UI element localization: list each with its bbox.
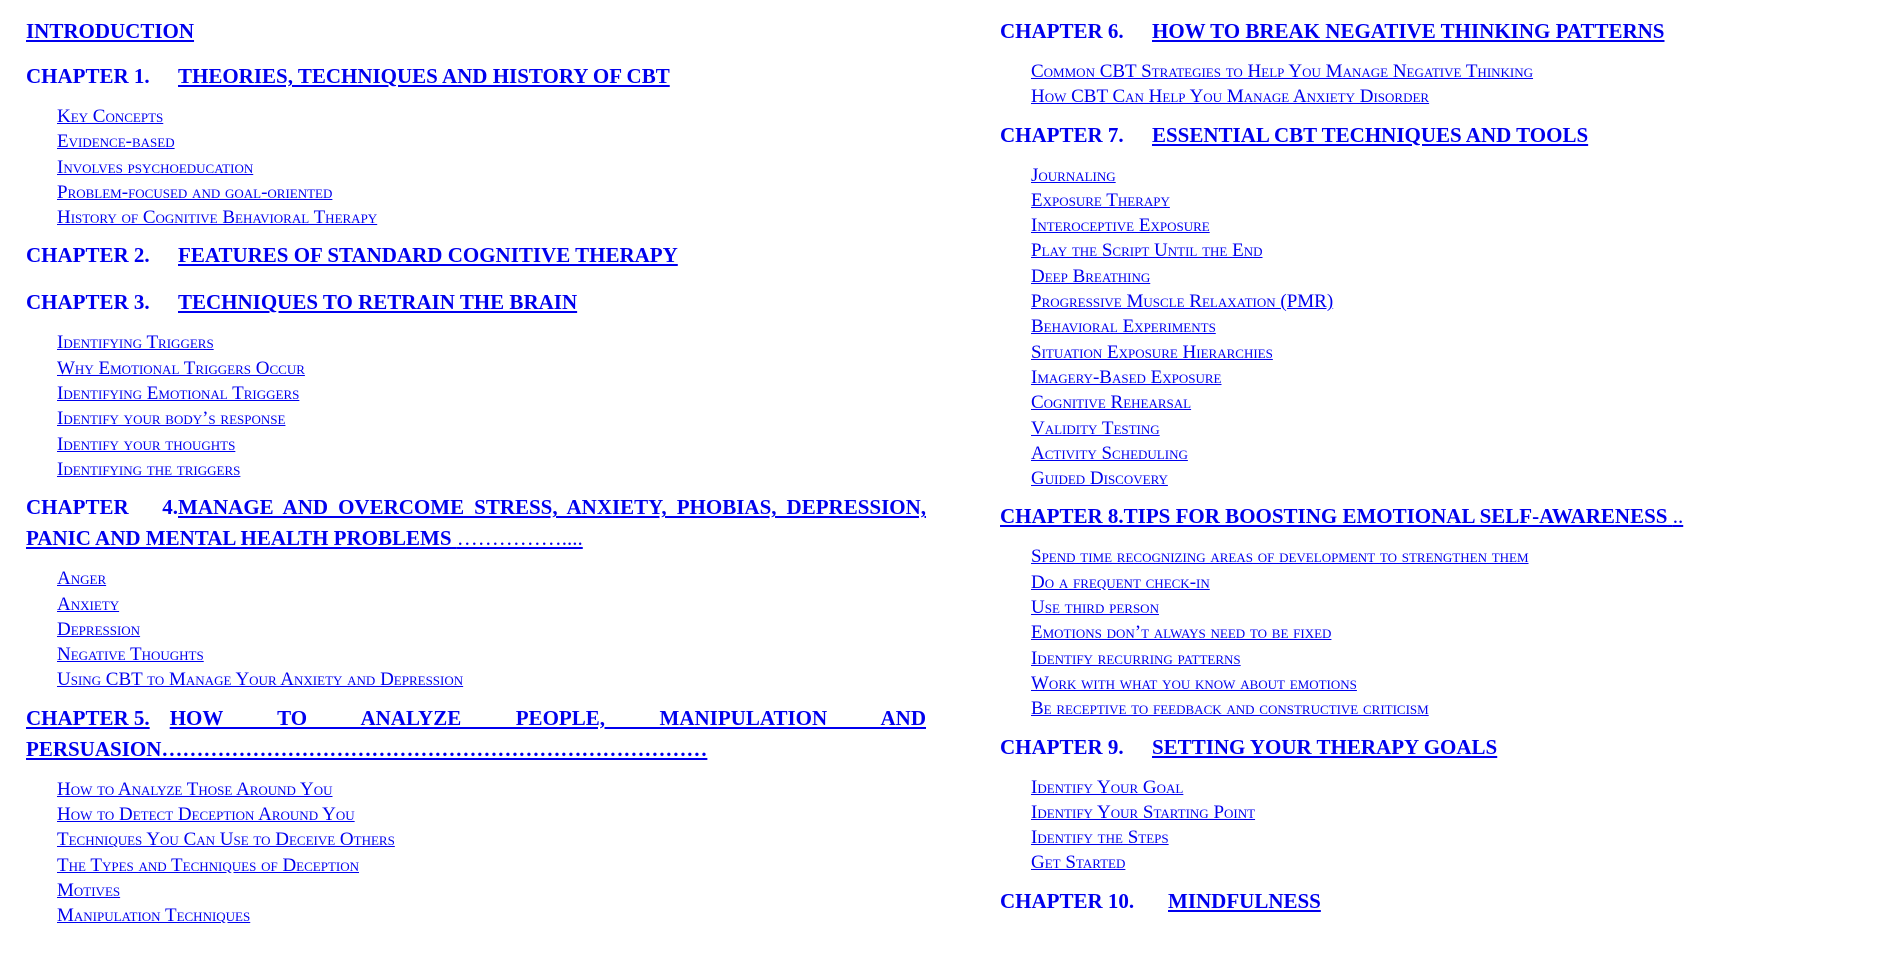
toc-link-emotions-not-fixed[interactable]: Emotions don’t always need to be fixed [1031, 622, 1332, 644]
chapter-4-sections [57, 566, 926, 692]
toc-link-chapter-6[interactable] [1000, 16, 1860, 47]
toc-link-emotional-triggers[interactable]: Identifying Emotional Triggers [57, 383, 300, 405]
chapter-number: CHAPTER 1. [26, 64, 150, 88]
list-item [57, 330, 926, 355]
toc-link-common-strategies[interactable]: Common CBT Strategies to Help You Manage Negative Thinking [1031, 61, 1534, 82]
list-item [1031, 289, 1860, 314]
chapter-8-sections [1031, 544, 1860, 721]
list-item [1031, 466, 1860, 491]
list-item [57, 642, 926, 667]
toc-link-introduction[interactable]: INTRODUCTION [26, 19, 195, 43]
list-item [1031, 188, 1860, 213]
toc-link-your-thoughts[interactable]: Identify your thoughts [57, 433, 236, 455]
list-item [1031, 825, 1860, 850]
list-item [1031, 646, 1860, 671]
chapter-7-sections [1031, 163, 1860, 492]
chapter-title: SETTING YOUR THERAPY GOALS [1152, 734, 1498, 759]
chapter-title-continued: PANIC AND MENTAL HEALTH PROBLEMS [26, 526, 452, 551]
toc-link-why-triggers-occur[interactable]: Why Emotional Triggers Occur [57, 357, 305, 379]
list-item [57, 617, 926, 642]
list-item [57, 180, 926, 205]
toc-link-recurring-patterns[interactable]: Identify recurring patterns [1031, 647, 1241, 669]
chapter-heading-line-1 [26, 703, 926, 734]
toc-link-identifying-triggers[interactable]: Identifying Triggers [57, 332, 214, 354]
list-item [57, 667, 926, 692]
chapter-heading-line-2 [26, 523, 926, 554]
toc-link-receptive-to-feedback[interactable]: Be receptive to feedback and constructive criticism [1031, 698, 1429, 720]
toc-link-play-the-script[interactable]: Play the Script Until the End [1031, 240, 1263, 262]
toc-link-evidence-based[interactable]: Evidence-based [57, 131, 175, 153]
toc-link-get-started[interactable]: Get Started [1031, 852, 1126, 874]
toc-link-know-about-emotions[interactable]: Work with what you know about emotions [1031, 672, 1357, 694]
toc-left-column [26, 16, 926, 939]
toc-link-activity-scheduling[interactable]: Activity Scheduling [1031, 442, 1188, 464]
chapter-title: TECHNIQUES TO RETRAIN THE BRAIN [178, 290, 578, 315]
toc-link-the-triggers[interactable]: Identifying the triggers [57, 458, 241, 480]
toc-link-behavioral-experiments[interactable]: Behavioral Experiments [1031, 316, 1216, 338]
toc-link-key-concepts[interactable]: Key Concepts [57, 106, 164, 127]
list-item [1031, 850, 1860, 875]
list-item [57, 457, 926, 482]
chapter-number: CHAPTER 7. [1000, 122, 1124, 147]
toc-link-pmr[interactable]: Progressive Muscle Relaxation (PMR) [1031, 291, 1334, 313]
toc-link-chapter-3[interactable] [26, 287, 926, 318]
chapter-3-sections [57, 330, 926, 482]
toc-link-exposure-therapy[interactable]: Exposure Therapy [1031, 189, 1170, 211]
chapter-number: CHAPTER 9. [1000, 734, 1124, 759]
chapter-heading-line-1 [26, 492, 926, 523]
list-item [57, 406, 926, 431]
chapter-title: ESSENTIAL CBT TECHNIQUES AND TOOLS [1152, 122, 1589, 147]
list-item [1031, 416, 1860, 441]
toc-link-using-cbt[interactable]: Using CBT to Manage Your Anxiety and Depression [57, 669, 464, 691]
list-item [57, 802, 926, 827]
dot-leader: …………….... [456, 526, 583, 551]
list-item [57, 903, 926, 928]
toc-link-exposure-hierarchies[interactable]: Situation Exposure Hierarchies [1031, 341, 1273, 363]
chapter-number: CHAPTER 10. [1000, 888, 1135, 913]
list-item [1031, 671, 1860, 696]
list-item [57, 104, 926, 129]
list-item [1031, 84, 1860, 109]
toc-link-identify-goal[interactable]: Identify Your Goal [1031, 776, 1184, 798]
list-item [1031, 775, 1860, 800]
toc-link-cbt-anxiety-disorder[interactable]: How CBT Can Help You Manage Anxiety Disorder [1031, 86, 1430, 108]
toc-link-body-response[interactable]: Identify your body’s response [57, 408, 286, 430]
chapter-title: FEATURES OF STANDARD COGNITIVE THERAPY [178, 243, 678, 268]
toc-link-third-person[interactable]: Use third person [1031, 597, 1159, 619]
list-item [1031, 544, 1860, 569]
list-item [57, 777, 926, 802]
list-item [1031, 238, 1860, 263]
list-item [1031, 570, 1860, 595]
list-item [57, 129, 926, 154]
chapter-6-sections [1031, 59, 1860, 110]
dot-leader: .. [1672, 504, 1684, 529]
list-item [1031, 441, 1860, 466]
chapter-title: MINDFULNESS [1168, 888, 1321, 913]
toc-link-deceive-others[interactable]: Techniques You Can Use to Deceive Others [57, 829, 395, 851]
toc-link-anxiety[interactable]: Anxiety [57, 593, 120, 615]
toc-link-interoceptive-exposure[interactable]: Interoceptive Exposure [1031, 215, 1210, 237]
toc-link-motives[interactable]: Motives [57, 879, 121, 901]
chapter-title: HOW TO ANALYZE PEOPLE, MANIPULATION AND [169, 705, 926, 730]
chapter-title: MANAGE AND OVERCOME STRESS, ANXIETY, PHOBIAS, DEPRESSION, [178, 495, 926, 520]
toc-link-identify-steps[interactable]: Identify the Steps [1031, 827, 1169, 849]
toc-link-chapter-10[interactable] [1000, 886, 1860, 917]
toc-link-areas-of-development[interactable]: Spend time recognizing areas of development to strengthen them [1031, 546, 1529, 568]
toc-link-imagery-exposure[interactable]: Imagery-Based Exposure [1031, 366, 1222, 388]
toc-link-chapter-1[interactable] [26, 61, 926, 92]
toc-link-chapter-4[interactable] [26, 492, 926, 554]
toc-link-chapter-2[interactable] [26, 240, 926, 271]
toc-right-column [1000, 16, 1860, 931]
toc-link-problem-focused[interactable]: Problem-focused and goal-oriented [57, 181, 333, 203]
list-item [57, 566, 926, 591]
toc-link-guided-discovery[interactable]: Guided Discovery [1031, 468, 1168, 490]
toc-link-history-cbt[interactable]: History of Cognitive Behavioral Therapy [57, 207, 378, 229]
chapter-title: THEORIES, TECHNIQUES AND HISTORY OF CBT [178, 64, 670, 88]
toc-link-validity-testing[interactable]: Validity Testing [1031, 417, 1160, 439]
toc-link-cognitive-rehearsal[interactable]: Cognitive Rehearsal [1031, 392, 1192, 414]
chapter-title: HOW TO BREAK NEGATIVE THINKING PATTERNS [1152, 19, 1665, 43]
list-item [57, 853, 926, 878]
chapter-1-sections [57, 104, 926, 230]
toc-link-deep-breathing[interactable]: Deep Breathing [1031, 265, 1151, 287]
chapter-number: CHAPTER 4. [26, 495, 178, 520]
toc-link-chapter-7[interactable] [1000, 120, 1860, 151]
toc-link-anger[interactable]: Anger [57, 568, 107, 590]
list-item [57, 432, 926, 457]
chapter-number: CHAPTER 6. [1000, 19, 1124, 43]
chapter-heading-line-2: PERSUASION…………………………………………………………………… [26, 736, 708, 761]
list-item [1031, 800, 1860, 825]
list-item [1031, 365, 1860, 390]
list-item [1031, 390, 1860, 415]
chapter-5-sections [57, 777, 926, 929]
toc-link-journaling[interactable]: Journaling [1031, 164, 1116, 186]
toc-link-frequent-check-in[interactable]: Do a frequent check-in [1031, 571, 1210, 593]
list-item [57, 205, 926, 230]
toc-link-starting-point[interactable]: Identify Your Starting Point [1031, 801, 1256, 823]
toc-link-chapter-8[interactable] [1000, 501, 1860, 532]
toc-link-types-of-deception[interactable]: The Types and Techniques of Deception [57, 854, 359, 876]
toc-link-detect-deception[interactable]: How to Detect Deception Around You [57, 804, 355, 826]
list-item [1031, 163, 1860, 188]
list-item [57, 155, 926, 180]
toc-link-psychoeducation[interactable]: Involves psychoeducation [57, 156, 254, 178]
chapter-number: CHAPTER 5. [26, 705, 150, 730]
list-item [1031, 595, 1860, 620]
list-item [57, 827, 926, 852]
toc-link-manipulation-techniques[interactable]: Manipulation Techniques [57, 905, 251, 927]
toc-link-chapter-5[interactable] [26, 703, 926, 765]
toc-link-chapter-9[interactable] [1000, 732, 1860, 763]
chapter-9-sections [1031, 775, 1860, 876]
chapter-heading: CHAPTER 8.TIPS FOR BOOSTING EMOTIONAL SELF-AWARENESS [1000, 504, 1668, 529]
chapter-number: CHAPTER 2. [26, 243, 150, 268]
list-item [57, 592, 926, 617]
list-item [1031, 696, 1860, 721]
toc-link-analyze-others[interactable]: How to Analyze Those Around You [57, 778, 333, 800]
list-item [1031, 264, 1860, 289]
list-item [57, 878, 926, 903]
list-item [57, 381, 926, 406]
chapter-number: CHAPTER 3. [26, 290, 150, 315]
list-item [1031, 340, 1860, 365]
list-item [1031, 59, 1860, 84]
toc-link-depression[interactable]: Depression [57, 618, 141, 640]
toc-link-negative-thoughts[interactable]: Negative Thoughts [57, 644, 204, 666]
list-item [57, 356, 926, 381]
list-item [1031, 620, 1860, 645]
list-item [1031, 314, 1860, 339]
list-item [1031, 213, 1860, 238]
